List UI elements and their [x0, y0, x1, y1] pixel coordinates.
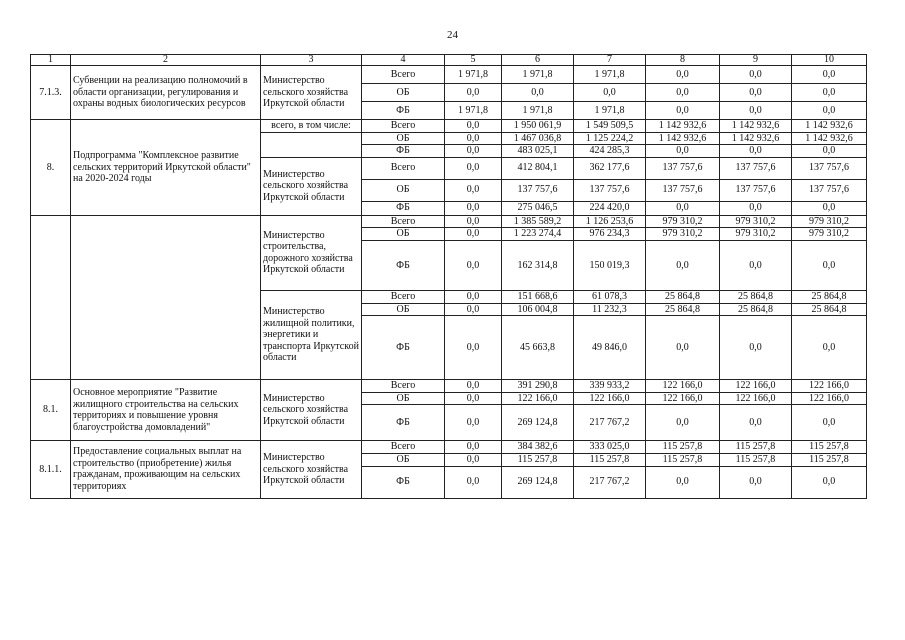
- amount-cell: 137 757,6: [720, 179, 792, 201]
- amount-cell: 0,0: [445, 145, 502, 158]
- row-name: Основное мероприятие "Развитие жилищного строительства на сельских территориях и повышение уровня благоустройства домовладений": [71, 380, 261, 441]
- amount-cell: 1 467 036,8: [502, 132, 574, 145]
- amount-cell: 269 124,8: [502, 405, 574, 441]
- amount-cell: 115 257,8: [646, 453, 720, 466]
- table-row: [31, 380, 867, 393]
- amount-cell: 0,0: [720, 466, 792, 498]
- responsible-organization: [261, 132, 362, 157]
- amount-cell: 979 310,2: [720, 215, 792, 228]
- amount-cell: 61 078,3: [574, 290, 646, 303]
- amount-cell: 483 025,1: [502, 145, 574, 158]
- row-number: 8.1.1.: [31, 441, 71, 498]
- amount-cell: 1 385 589,2: [502, 215, 574, 228]
- amount-cell: 1 549 509,5: [574, 120, 646, 133]
- amount-cell: 11 232,3: [574, 303, 646, 316]
- amount-cell: 979 310,2: [792, 228, 867, 241]
- amount-cell: 137 757,6: [792, 179, 867, 201]
- amount-cell: 1 142 932,6: [792, 132, 867, 145]
- amount-cell: 384 382,6: [502, 441, 574, 454]
- header-cell: 5: [445, 55, 502, 66]
- amount-cell: 0,0: [792, 102, 867, 120]
- amount-cell: 122 166,0: [502, 392, 574, 405]
- funding-source: Всего: [362, 66, 445, 84]
- amount-cell: 0,0: [646, 316, 720, 380]
- header-cell: 2: [71, 55, 261, 66]
- responsible-organization: Министерство сельского хозяйства Иркутской области: [261, 66, 362, 120]
- amount-cell: 25 864,8: [646, 303, 720, 316]
- amount-cell: 333 025,0: [574, 441, 646, 454]
- amount-cell: 137 757,6: [502, 179, 574, 201]
- amount-cell: 1 142 932,6: [792, 120, 867, 133]
- amount-cell: 0,0: [792, 316, 867, 380]
- amount-cell: 1 971,8: [445, 66, 502, 84]
- row-name: Субвенции на реализацию полномочий в области организации, регулирования и охраны водных биологических ресурсов: [71, 66, 261, 120]
- amount-cell: 0,0: [720, 316, 792, 380]
- header-cell: 10: [792, 55, 867, 66]
- amount-cell: 0,0: [646, 102, 720, 120]
- amount-cell: 0,0: [792, 466, 867, 498]
- amount-cell: 979 310,2: [646, 215, 720, 228]
- header-row: [31, 55, 867, 66]
- header-cell: 4: [362, 55, 445, 66]
- responsible-organization: Министерство строительства, дорожного хозяйства Иркутской области: [261, 215, 362, 290]
- amount-cell: 1 126 253,6: [574, 215, 646, 228]
- amount-cell: 412 804,1: [502, 157, 574, 179]
- amount-cell: 217 767,2: [574, 466, 646, 498]
- header-cell: 9: [720, 55, 792, 66]
- funding-source: Всего: [362, 441, 445, 454]
- amount-cell: 0,0: [445, 132, 502, 145]
- amount-cell: 106 004,8: [502, 303, 574, 316]
- amount-cell: 25 864,8: [646, 290, 720, 303]
- funding-source: ОБ: [362, 303, 445, 316]
- amount-cell: 25 864,8: [720, 290, 792, 303]
- amount-cell: 137 757,6: [792, 157, 867, 179]
- header-cell: 8: [646, 55, 720, 66]
- amount-cell: 0,0: [445, 316, 502, 380]
- amount-cell: 122 166,0: [646, 380, 720, 393]
- amount-cell: 0,0: [646, 240, 720, 290]
- amount-cell: 1 971,8: [502, 102, 574, 120]
- amount-cell: 1 125 224,2: [574, 132, 646, 145]
- amount-cell: 0,0: [792, 240, 867, 290]
- header-cell: 3: [261, 55, 362, 66]
- amount-cell: 122 166,0: [792, 392, 867, 405]
- amount-cell: 0,0: [445, 290, 502, 303]
- amount-cell: 362 177,6: [574, 157, 646, 179]
- amount-cell: 122 166,0: [792, 380, 867, 393]
- amount-cell: 0,0: [646, 466, 720, 498]
- amount-cell: 976 234,3: [574, 228, 646, 241]
- amount-cell: 0,0: [445, 240, 502, 290]
- amount-cell: 150 019,3: [574, 240, 646, 290]
- amount-cell: 0,0: [445, 380, 502, 393]
- amount-cell: 0,0: [646, 405, 720, 441]
- amount-cell: 0,0: [445, 215, 502, 228]
- amount-cell: 1 142 932,6: [720, 120, 792, 133]
- amount-cell: 115 257,8: [502, 453, 574, 466]
- row-name-empty: [71, 215, 261, 379]
- amount-cell: 1 971,8: [445, 102, 502, 120]
- responsible-organization: Министерство жилищной политики, энергетики и транспорта Иркутской области: [261, 290, 362, 379]
- amount-cell: 122 166,0: [646, 392, 720, 405]
- amount-cell: 979 310,2: [646, 228, 720, 241]
- funding-source: ФБ: [362, 240, 445, 290]
- amount-cell: 162 314,8: [502, 240, 574, 290]
- page-number: 24: [447, 29, 458, 41]
- amount-cell: 0,0: [720, 240, 792, 290]
- amount-cell: 1 223 274,4: [502, 228, 574, 241]
- amount-cell: 122 166,0: [574, 392, 646, 405]
- amount-cell: 1 950 061,9: [502, 120, 574, 133]
- row-number: 8.1.: [31, 380, 71, 441]
- funding-source: Всего: [362, 215, 445, 228]
- funding-source: ОБ: [362, 453, 445, 466]
- amount-cell: 0,0: [720, 102, 792, 120]
- amount-cell: 0,0: [792, 201, 867, 215]
- amount-cell: 0,0: [720, 145, 792, 158]
- amount-cell: 224 420,0: [574, 201, 646, 215]
- funding-source: ОБ: [362, 84, 445, 102]
- funding-source: ФБ: [362, 145, 445, 158]
- responsible-organization: Министерство сельского хозяйства Иркутской области: [261, 441, 362, 498]
- amount-cell: 137 757,6: [574, 179, 646, 201]
- amount-cell: 25 864,8: [792, 303, 867, 316]
- budget-table: [30, 54, 867, 499]
- header-cell: 1: [31, 55, 71, 66]
- amount-cell: 0,0: [445, 228, 502, 241]
- amount-cell: 339 933,2: [574, 380, 646, 393]
- row-number: 8.: [31, 120, 71, 216]
- amount-cell: 115 257,8: [720, 453, 792, 466]
- amount-cell: 122 166,0: [720, 380, 792, 393]
- amount-cell: 0,0: [445, 392, 502, 405]
- amount-cell: 137 757,6: [720, 157, 792, 179]
- amount-cell: 0,0: [720, 66, 792, 84]
- amount-cell: 269 124,8: [502, 466, 574, 498]
- amount-cell: 115 257,8: [720, 441, 792, 454]
- amount-cell: 0,0: [445, 453, 502, 466]
- amount-cell: 0,0: [646, 201, 720, 215]
- amount-cell: 391 290,8: [502, 380, 574, 393]
- funding-source: ОБ: [362, 392, 445, 405]
- amount-cell: 0,0: [445, 441, 502, 454]
- amount-cell: 1 971,8: [574, 66, 646, 84]
- responsible-organization: Министерство сельского хозяйства Иркутской области: [261, 380, 362, 441]
- header-cell: 6: [502, 55, 574, 66]
- funding-source: ОБ: [362, 228, 445, 241]
- amount-cell: 115 257,8: [646, 441, 720, 454]
- funding-source: Всего: [362, 380, 445, 393]
- amount-cell: 0,0: [445, 120, 502, 133]
- amount-cell: 0,0: [720, 84, 792, 102]
- amount-cell: 0,0: [445, 179, 502, 201]
- row-number-empty: [31, 215, 71, 379]
- amount-cell: 115 257,8: [792, 453, 867, 466]
- table-row: [31, 66, 867, 84]
- amount-cell: 0,0: [720, 405, 792, 441]
- funding-source: ОБ: [362, 179, 445, 201]
- amount-cell: 0,0: [574, 84, 646, 102]
- table-row: [31, 120, 867, 133]
- amount-cell: 45 663,8: [502, 316, 574, 380]
- amount-cell: 0,0: [502, 84, 574, 102]
- amount-cell: 0,0: [792, 84, 867, 102]
- row-number: 7.1.3.: [31, 66, 71, 120]
- funding-source: Всего: [362, 157, 445, 179]
- amount-cell: 0,0: [445, 405, 502, 441]
- table-row: [31, 215, 867, 228]
- funding-source: ФБ: [362, 201, 445, 215]
- amount-cell: 0,0: [720, 201, 792, 215]
- amount-cell: 0,0: [792, 66, 867, 84]
- amount-cell: 137 757,6: [646, 157, 720, 179]
- responsible-organization: всего, в том числе:: [261, 120, 362, 133]
- amount-cell: 0,0: [792, 405, 867, 441]
- funding-source: ОБ: [362, 132, 445, 145]
- row-name: Подпрограмма "Комплексное развитие сельских территорий Иркутской области" на 2020-2024 годы: [71, 120, 261, 216]
- amount-cell: 424 285,3: [574, 145, 646, 158]
- amount-cell: 0,0: [792, 145, 867, 158]
- row-name: Предоставление социальных выплат на строительство (приобретение) жилья гражданам, проживающим на сельских территориях: [71, 441, 261, 498]
- budget-table-wrapper: [30, 54, 866, 499]
- amount-cell: 115 257,8: [574, 453, 646, 466]
- amount-cell: 49 846,0: [574, 316, 646, 380]
- amount-cell: 275 046,5: [502, 201, 574, 215]
- funding-source: ФБ: [362, 102, 445, 120]
- amount-cell: 1 971,8: [502, 66, 574, 84]
- table-row: [31, 441, 867, 454]
- amount-cell: 979 310,2: [720, 228, 792, 241]
- amount-cell: 25 864,8: [720, 303, 792, 316]
- funding-source: Всего: [362, 120, 445, 133]
- amount-cell: 137 757,6: [646, 179, 720, 201]
- amount-cell: 0,0: [646, 84, 720, 102]
- funding-source: ФБ: [362, 405, 445, 441]
- amount-cell: 122 166,0: [720, 392, 792, 405]
- amount-cell: 151 668,6: [502, 290, 574, 303]
- amount-cell: 0,0: [445, 157, 502, 179]
- amount-cell: 0,0: [445, 84, 502, 102]
- amount-cell: 0,0: [646, 145, 720, 158]
- amount-cell: 0,0: [445, 466, 502, 498]
- amount-cell: 979 310,2: [792, 215, 867, 228]
- amount-cell: 0,0: [445, 303, 502, 316]
- amount-cell: 1 142 932,6: [646, 132, 720, 145]
- amount-cell: 1 971,8: [574, 102, 646, 120]
- amount-cell: 0,0: [646, 66, 720, 84]
- amount-cell: 1 142 932,6: [720, 132, 792, 145]
- responsible-organization: Министерство сельского хозяйства Иркутской области: [261, 157, 362, 215]
- funding-source: ФБ: [362, 316, 445, 380]
- funding-source: Всего: [362, 290, 445, 303]
- amount-cell: 1 142 932,6: [646, 120, 720, 133]
- amount-cell: 115 257,8: [792, 441, 867, 454]
- funding-source: ФБ: [362, 466, 445, 498]
- amount-cell: 25 864,8: [792, 290, 867, 303]
- header-cell: 7: [574, 55, 646, 66]
- amount-cell: 217 767,2: [574, 405, 646, 441]
- amount-cell: 0,0: [445, 201, 502, 215]
